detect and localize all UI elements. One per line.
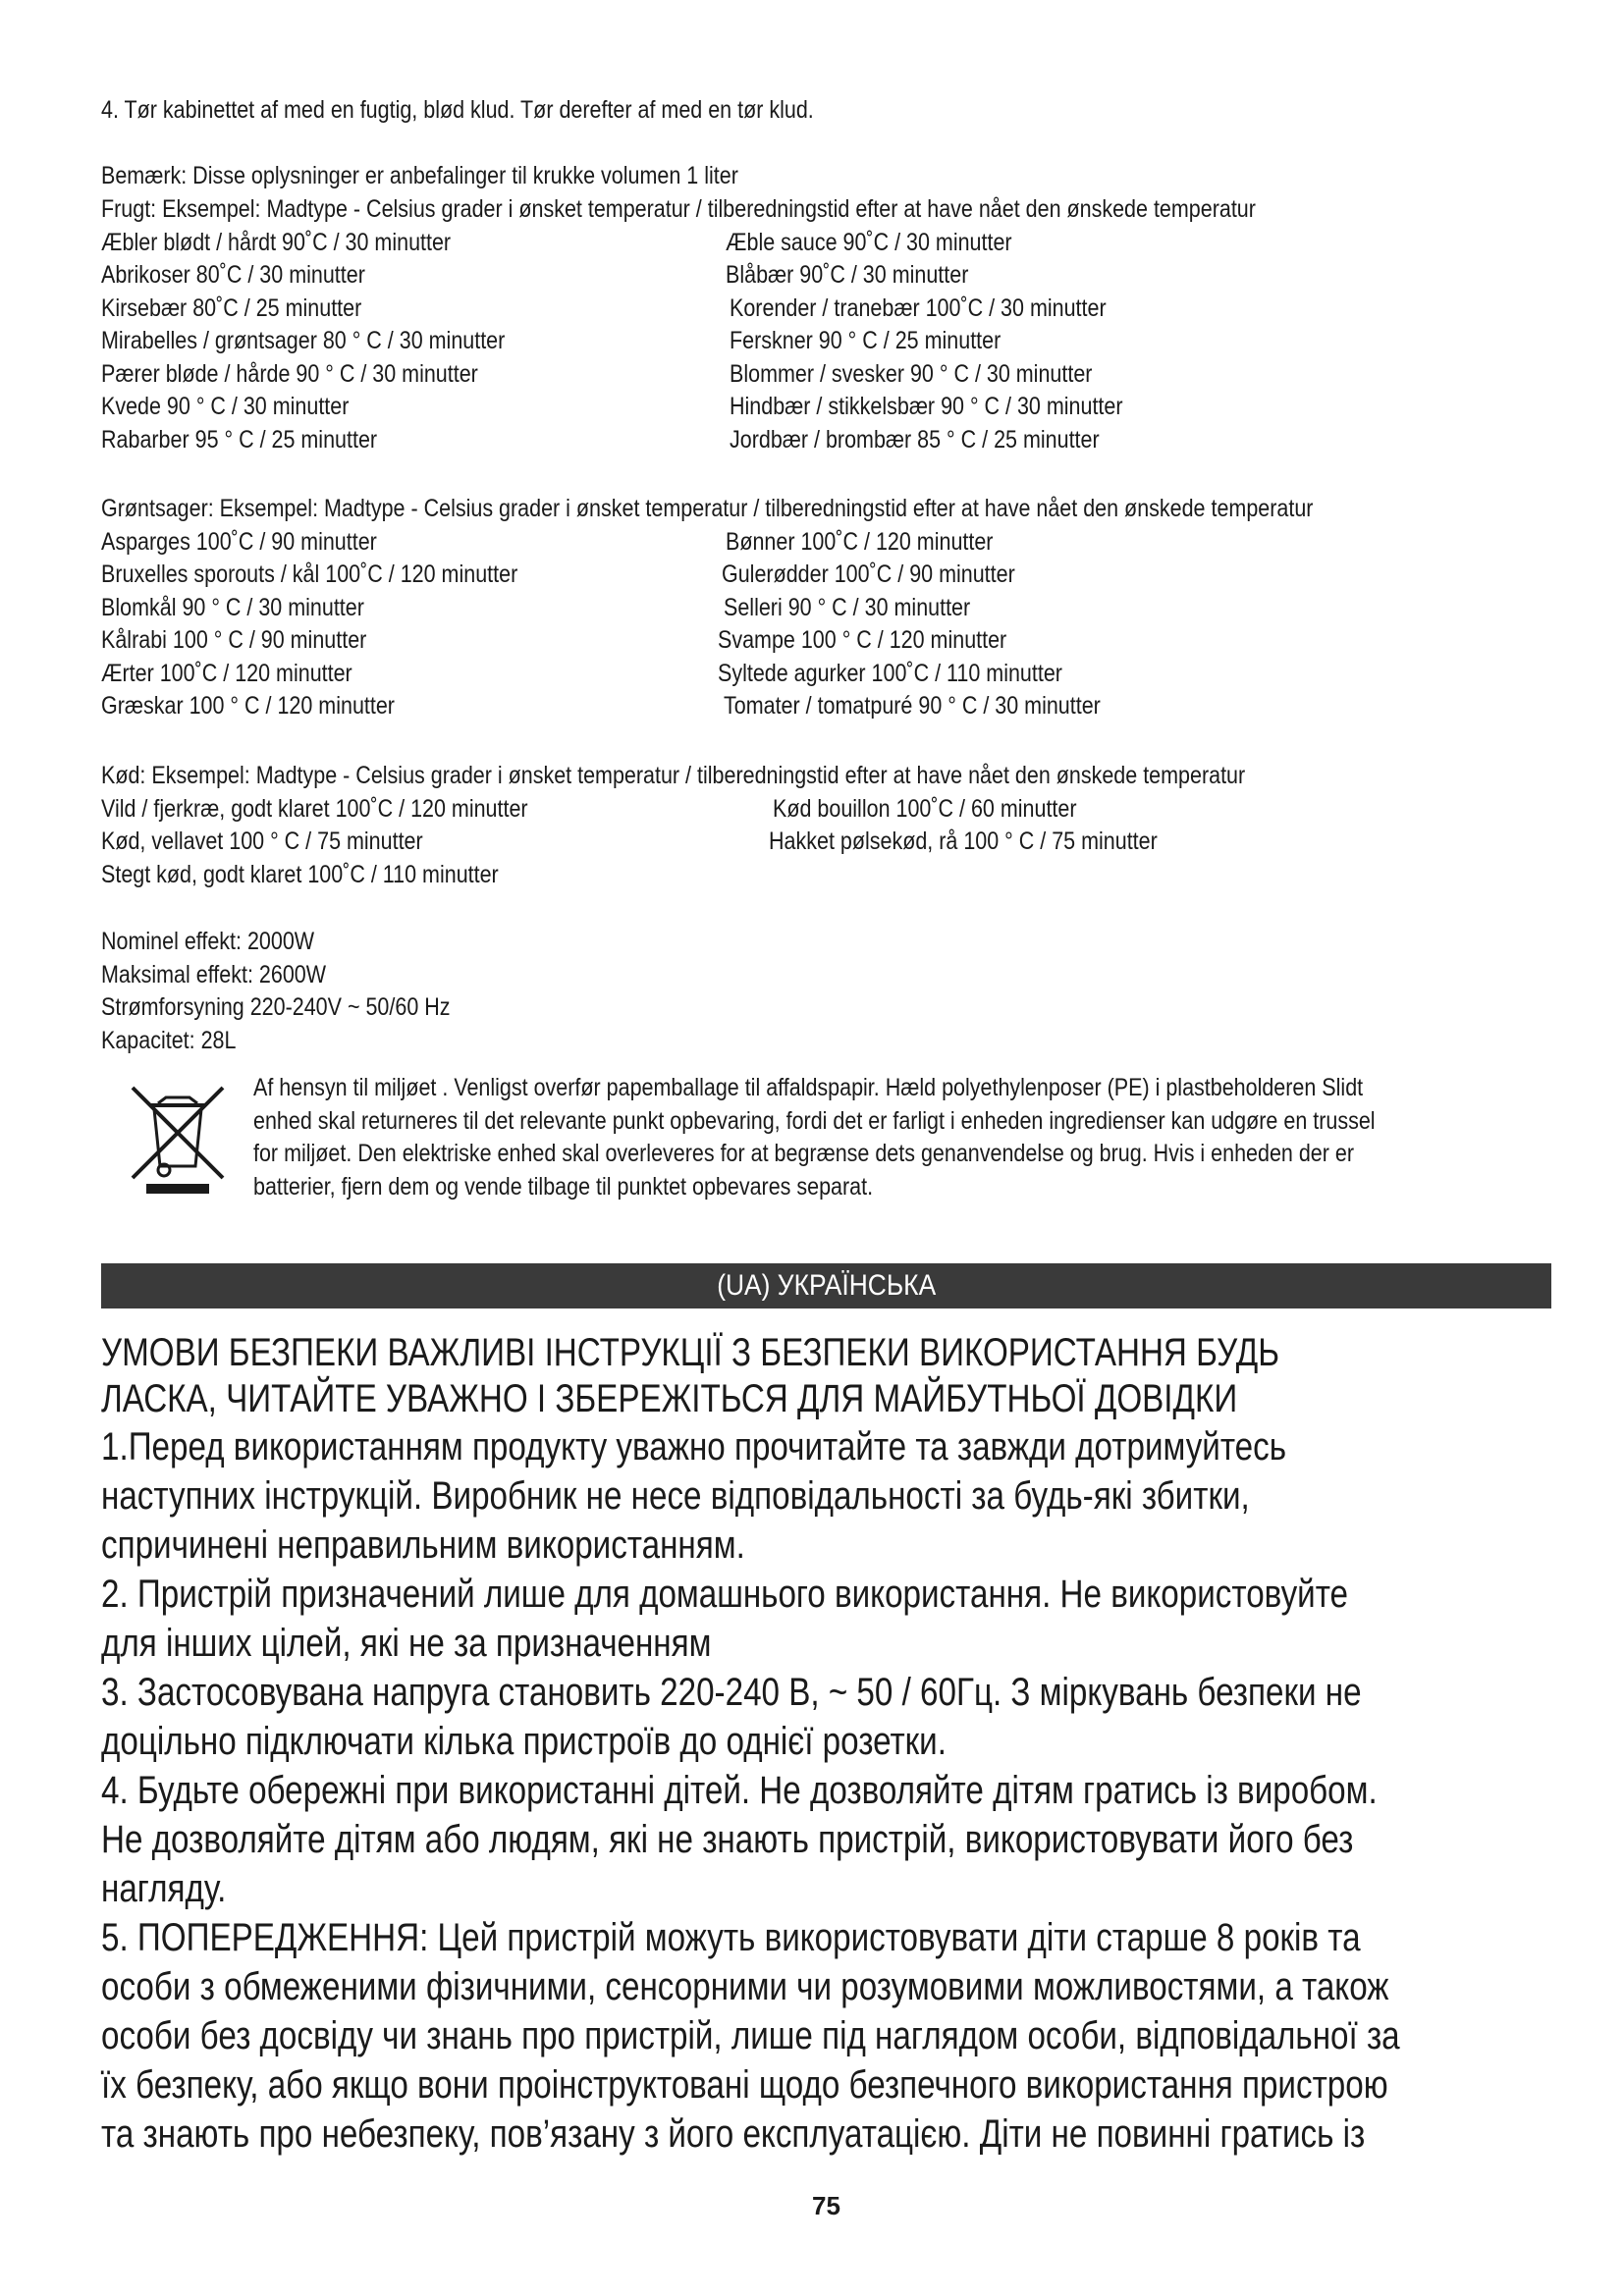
table-row [101, 826, 1554, 859]
specifications [101, 926, 507, 1057]
cleaning-step-4: 4. Tør kabinettet af med en fugtig, blød klud. Tør derefter af med en tør klud. [101, 96, 814, 124]
spec-line: Maksimal effekt: 2600W [101, 960, 327, 988]
row-left: Asparges 100˚C / 90 minutter [101, 527, 377, 556]
table-row [101, 624, 1554, 658]
table-row [101, 690, 1554, 723]
table-row [101, 358, 1554, 392]
table-row [101, 325, 1554, 358]
recycle-line: enhed skal returneres til det relevante punkt opbevaring, fordi det er farligt i enheden ingredienser kan udgøre en trussel [253, 1106, 1376, 1135]
recycle-line: batterier, fjern dem og vende tilbage til punktet opbevares separat. [253, 1172, 874, 1201]
page-number: 75 [812, 2191, 840, 2220]
spec-line: Kapacitet: 28L [101, 1026, 237, 1054]
table-row [101, 793, 1554, 827]
row-right: Hakket pølsekød, rå 100 ° C / 75 minutter [769, 828, 1158, 855]
table-row [101, 259, 1554, 293]
row-left: Ærter 100˚C / 120 minutter [101, 659, 352, 687]
meat-section [101, 760, 1554, 891]
table-row [101, 293, 1554, 326]
section-heading: Kød: Eksempel: Madtype - Celsius grader i ønsket temperatur / tilberedningstid efter at have nået den ønskede temperatur [101, 762, 1246, 789]
row-right: Tomater / tomatpuré 90 ° C / 30 minutter [724, 692, 1101, 720]
section-heading: Frugt: Eksempel: Madtype - Celsius grader i ønsket temperatur / tilberedningstid efter at have nået den ønskede temperatur [101, 195, 1256, 223]
language-label: (UA) УКРАЇНСЬКА [717, 1269, 936, 1302]
row-left: Kålrabi 100 ° C / 90 minutter [101, 626, 367, 654]
row-left: Rabarber 95 ° C / 25 minutter [101, 425, 378, 454]
row-left: Stegt kød, godt klaret 100˚C / 110 minutter [101, 860, 499, 888]
ua-body-line: особи без досвіду чи знань про пристрій, лише під наглядом особи, відповідальної за [101, 2014, 1400, 2057]
row-right: Blommer / svesker 90 ° C / 30 minutter [730, 359, 1093, 388]
row-left: Blomkål 90 ° C / 30 minutter [101, 593, 364, 621]
ua-body-line: 4. Будьте обережні при використанні дітей. Не дозволяйте дітям гратись із виробом. [101, 1769, 1378, 1812]
table-row [101, 227, 1554, 260]
ua-body-line: їх безпеку, або якщо вони проінструктовані щодо безпечного використання пристрою [101, 2063, 1388, 2107]
row-right: Kød bouillon 100˚C / 60 minutter [773, 794, 1077, 823]
ua-body-line: 3. Застосовувана напруга становить 220-240 В, ~ 50 / 60Гц. З міркувань безпеки не [101, 1671, 1362, 1714]
table-row [101, 559, 1554, 592]
row-left: Kvede 90 ° C / 30 minutter [101, 393, 350, 420]
ua-body-line: 1.Перед використанням продукту уважно прочитайте та завжди дотримуйтесь [101, 1425, 1287, 1468]
spec-line: Strømforsyning 220-240V ~ 50/60 Hz [101, 993, 451, 1021]
table-row [101, 526, 1554, 560]
table-row [101, 658, 1554, 691]
row-left: Kirsebær 80˚C / 25 minutter [101, 294, 362, 322]
language-section-bar [101, 1263, 1551, 1308]
ua-body-line: особи з обмеженими фізичними, сенсорними чи розумовими можливостями, а також [101, 1965, 1389, 2008]
volume-note: Bemærk: Disse oplysninger er anbefalinger til krukke volumen 1 liter [101, 162, 738, 189]
row-left: Bruxelles sporouts / kål 100˚C / 120 minutter [101, 561, 518, 588]
row-left: Pærer bløde / hårde 90 ° C / 30 minutter [101, 359, 478, 388]
vegetable-section [101, 493, 1554, 723]
row-right: Syltede agurker 100˚C / 110 minutter [718, 659, 1062, 687]
row-left: Mirabelles / grøntsager 80 ° C / 30 minutter [101, 327, 506, 354]
row-right: Ferskner 90 ° C / 25 minutter [730, 327, 1001, 354]
row-right: Æble sauce 90˚C / 30 minutter [726, 228, 1012, 256]
table-row [101, 391, 1554, 424]
ua-heading-line: УМОВИ БЕЗПЕКИ ВАЖЛИВІ ІНСТРУКЦІЇ З БЕЗПЕКИ ВИКОРИСТАННЯ БУДЬ [101, 1331, 1280, 1374]
row-left: Abrikoser 80˚C / 30 minutter [101, 261, 365, 289]
row-right: Svampe 100 ° C / 120 minutter [718, 626, 1007, 654]
ua-body-line: 5. ПОПЕРЕДЖЕННЯ: Цей пристрій можуть використовувати діти старше 8 років та [101, 1916, 1361, 1959]
row-left: Vild / fjerkræ, godt klaret 100˚C / 120 minutter [101, 794, 528, 823]
ua-heading-line: ЛАСКА, ЧИТАЙТЕ УВАЖНО І ЗБЕРЕЖІТЬСЯ ДЛЯ МАЙБУТНЬОЇ ДОВІДКИ [101, 1377, 1238, 1420]
row-right: Hindbær / stikkelsbær 90 ° C / 30 minutter [730, 393, 1123, 420]
ua-body-line: 2. Пристрій призначений лише для домашнього використання. Не використовуйте [101, 1573, 1349, 1616]
section-heading: Grøntsager: Eksempel: Madtype - Celsius grader i ønsket temperatur / tilberedningstid efter at have nået den ønskede temperatur [101, 495, 1314, 522]
spec-line: Nominel effekt: 2000W [101, 928, 315, 955]
ua-body-line: спричинені неправильним використанням. [101, 1523, 745, 1567]
row-left: Græskar 100 ° C / 120 minutter [101, 692, 395, 720]
ua-body-line: та знають про небезпеку, пов’язану з його експлуатацією. Діти не повинні гратись із [101, 2112, 1366, 2156]
row-right: Korender / tranebær 100˚C / 30 minutter [730, 294, 1107, 322]
table-row [101, 859, 1554, 892]
row-right: Blåbær 90˚C / 30 minutter [726, 261, 969, 289]
row-right: Selleri 90 ° C / 30 minutter [724, 593, 971, 621]
table-row [101, 424, 1554, 457]
row-right: Bønner 100˚C / 120 minutter [726, 527, 994, 556]
ukrainian-section [101, 1330, 1574, 2159]
row-right: Jordbær / brombær 85 ° C / 25 minutter [730, 425, 1100, 454]
recycle-line: for miljøet. Den elektriske enhed skal overleveres for at begrænse dets genanvendelse og brug. Hvis i enheden der er [253, 1140, 1355, 1167]
ua-body-line: наступних інструкцій. Виробник не несе відповідальності за будь-які збитки, [101, 1474, 1250, 1518]
recycling-notice [253, 1072, 1608, 1203]
row-left: Æbler blødt / hårdt 90˚C / 30 minutter [101, 228, 452, 256]
row-right: Gulerødder 100˚C / 90 minutter [722, 561, 1015, 588]
ua-body-line: нагляду. [101, 1867, 227, 1910]
recycle-line: Af hensyn til miljøet . Venligst overfør papemballage til affaldspapir. Hæld polyethylenposer (PE) i plastbeholderen Slidt [253, 1074, 1364, 1101]
crossed-out-wheelie-bin-icon [129, 1080, 227, 1194]
row-left: Kød, vellavet 100 ° C / 75 minutter [101, 828, 423, 855]
fruit-section [101, 193, 1554, 456]
ua-body-line: доцільно підключати кілька пристроїв до однієї розетки. [101, 1720, 947, 1763]
ua-body-line: для інших цілей, які не за призначенням [101, 1622, 712, 1665]
table-row [101, 592, 1554, 625]
ua-body-line: Не дозволяйте дітям або людям, які не знають пристрій, використовувати його без [101, 1818, 1354, 1861]
